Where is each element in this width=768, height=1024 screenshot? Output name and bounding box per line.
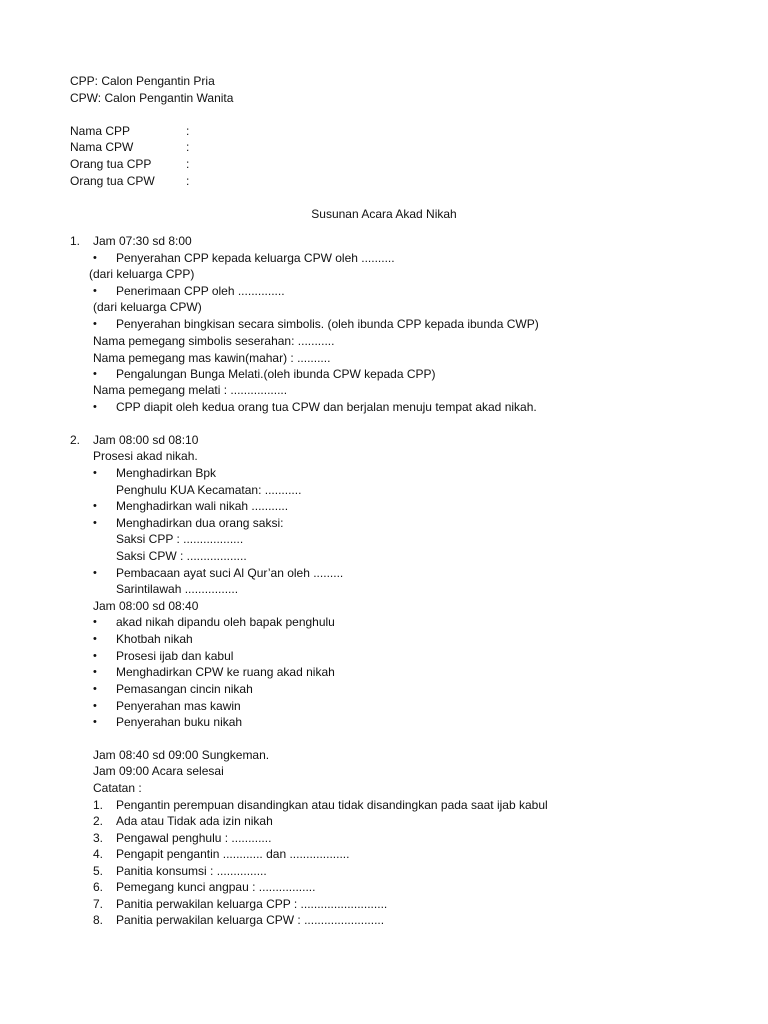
closing-line: Jam 09:00 Acara selesai bbox=[93, 764, 224, 778]
note-line: (dari keluarga CPW) bbox=[93, 300, 202, 314]
bullet-icon: • bbox=[93, 500, 97, 512]
bullet-icon: • bbox=[93, 567, 97, 579]
field-colon: : bbox=[186, 157, 190, 171]
note-text: Panitia perwakilan keluarga CPP : .......................... bbox=[116, 897, 388, 911]
list-item: Penyerahan mas kawin bbox=[116, 699, 241, 713]
list-item: Prosesi ijab dan kabul bbox=[116, 649, 234, 663]
note-number: 2. bbox=[93, 814, 104, 828]
note-line: Penghulu KUA Kecamatan: ........... bbox=[116, 483, 302, 497]
document-title: Susunan Acara Akad Nikah bbox=[311, 207, 457, 221]
bullet-icon: • bbox=[93, 517, 97, 529]
list-item: Pemasangan cincin nikah bbox=[116, 682, 253, 696]
bullet-icon: • bbox=[93, 368, 97, 380]
note-number: 3. bbox=[93, 831, 104, 845]
list-item: Pengalungan Bunga Melati.(oleh ibunda CPW kepada CPP) bbox=[116, 367, 436, 381]
note-number: 7. bbox=[93, 897, 104, 911]
bullet-icon: • bbox=[93, 683, 97, 695]
section-time: Jam 08:00 sd 08:40 bbox=[93, 599, 199, 613]
bullet-icon: • bbox=[93, 633, 97, 645]
list-item: Penyerahan bingkisan secara simbolis. (oleh ibunda CPP kepada ibunda CWP) bbox=[116, 317, 539, 331]
list-item: Khotbah nikah bbox=[116, 632, 193, 646]
field-label: Orang tua CPW bbox=[70, 174, 155, 188]
field-label: Orang tua CPP bbox=[70, 157, 152, 171]
bullet-icon: • bbox=[93, 467, 97, 479]
bullet-icon: • bbox=[93, 285, 97, 297]
field-colon: : bbox=[186, 174, 190, 188]
section-time: Jam 07:30 sd 8:00 bbox=[93, 234, 192, 248]
list-item: CPP diapit oleh kedua orang tua CPW dan berjalan menuju tempat akad nikah. bbox=[116, 400, 537, 414]
list-item: Pembacaan ayat suci Al Qur’an oleh ......... bbox=[116, 566, 344, 580]
list-item: Penyerahan buku nikah bbox=[116, 715, 243, 729]
bullet-icon: • bbox=[93, 318, 97, 330]
note-number: 6. bbox=[93, 880, 104, 894]
note-line: Nama pemegang melati : ................. bbox=[93, 383, 288, 397]
note-text: Panitia perwakilan keluarga CPW : ........................ bbox=[116, 913, 385, 927]
section-time: Jam 08:00 sd 08:10 bbox=[93, 433, 199, 447]
note-number: 5. bbox=[93, 864, 104, 878]
note-number: 4. bbox=[93, 847, 104, 861]
note-text: Pemegang kunci angpau : ................. bbox=[116, 880, 316, 894]
note-line: Nama pemegang simbolis seserahan: ........... bbox=[93, 334, 335, 348]
list-item: akad nikah dipandu oleh bapak penghulu bbox=[116, 615, 335, 629]
note-text: Pengantin perempuan disandingkan atau tidak disandingkan pada saat ijab kabul bbox=[116, 798, 548, 812]
note-line: Prosesi akad nikah. bbox=[93, 449, 198, 463]
note-text: Panitia konsumsi : ............... bbox=[116, 864, 267, 878]
note-line: Nama pemegang mas kawin(mahar) : .......... bbox=[93, 351, 331, 365]
list-item: Penerimaan CPP oleh .............. bbox=[116, 284, 285, 298]
list-item: Menghadirkan dua orang saksi: bbox=[116, 516, 284, 530]
note-number: 1. bbox=[93, 798, 104, 812]
note-line: Saksi CPP : .................. bbox=[116, 532, 244, 546]
note-text: Ada atau Tidak ada izin nikah bbox=[116, 814, 273, 828]
field-label: Nama CPP bbox=[70, 124, 131, 138]
bullet-icon: • bbox=[93, 716, 97, 728]
field-colon: : bbox=[186, 140, 190, 154]
note-text: Pengapit pengantin ............ dan .................. bbox=[116, 847, 350, 861]
closing-line: Jam 08:40 sd 09:00 Sungkeman. bbox=[93, 748, 270, 762]
bullet-icon: • bbox=[93, 650, 97, 662]
list-item: Menghadirkan Bpk bbox=[116, 466, 217, 480]
section-number: 2. bbox=[70, 433, 81, 447]
legend-cpw: CPW: Calon Pengantin Wanita bbox=[70, 91, 234, 105]
note-line: (dari keluarga CPP) bbox=[89, 267, 195, 281]
list-item: Menghadirkan CPW ke ruang akad nikah bbox=[116, 665, 335, 679]
legend-cpp: CPP: Calon Pengantin Pria bbox=[70, 74, 215, 88]
notes-heading: Catatan : bbox=[93, 781, 142, 795]
bullet-icon: • bbox=[93, 666, 97, 678]
list-item: Penyerahan CPP kepada keluarga CPW oleh .......... bbox=[116, 251, 395, 265]
field-colon: : bbox=[186, 124, 190, 138]
note-number: 8. bbox=[93, 913, 104, 927]
section-number: 1. bbox=[70, 234, 81, 248]
note-line: Sarintilawah ................ bbox=[116, 582, 239, 596]
bullet-icon: • bbox=[93, 252, 97, 264]
bullet-icon: • bbox=[93, 700, 97, 712]
note-text: Pengawal penghulu : ............ bbox=[116, 831, 272, 845]
bullet-icon: • bbox=[93, 401, 97, 413]
field-label: Nama CPW bbox=[70, 140, 134, 154]
bullet-icon: • bbox=[93, 616, 97, 628]
list-item: Menghadirkan wali nikah ........... bbox=[116, 499, 289, 513]
note-line: Saksi CPW : .................. bbox=[116, 549, 247, 563]
